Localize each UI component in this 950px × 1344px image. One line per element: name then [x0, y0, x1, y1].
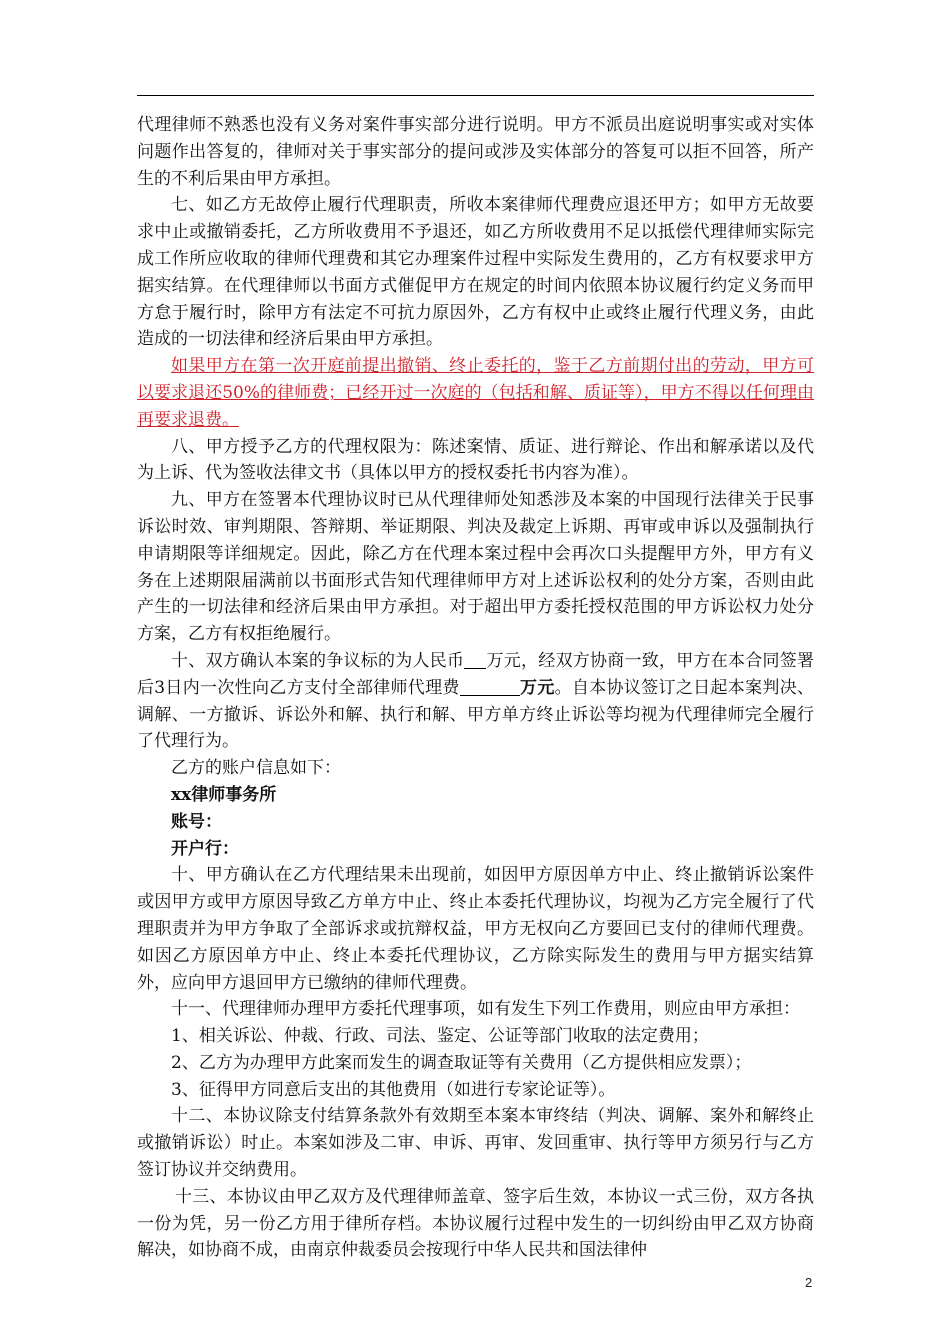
clause-8: 八、甲方授予乙方的代理权限为：陈述案情、质证、进行辩论、作出和解承诺以及代为上诉、代为签收法律文书（具体以甲方的授权委托书内容为准）。 — [137, 436, 814, 484]
fee-amount-blank[interactable] — [460, 677, 520, 696]
clause-13: 十三、本协议由甲乙双方及代理律师盖章、签字后生效，本协议一式三份，双方各执一份为凭，另一份乙方用于律所存档。本协议履行过程中发生的一切纠纷由甲乙双方协商解决，如协商不成，由南京仲裁委员会按现行中华人民共和国法律仲 — [137, 1186, 814, 1261]
account-intro: 乙方的账户信息如下： — [171, 758, 341, 779]
clause-10-text-3: 。自本协议签订之日起本案判决、调解、一方撤诉、诉讼外和解、执行和解、甲方单方终止诉讼等均视为代理律师完全履行了代理行为。 — [137, 677, 815, 752]
clause-10-fee — [137, 648, 814, 755]
clause-10-text-1: 十、双方确认本案的争议标的为人民币 — [171, 650, 465, 671]
dispute-amount-blank[interactable] — [464, 650, 486, 669]
clause-10-text-2: 万元，经双方协商一致，甲方在本合同签署后3日内一次性向乙方支付全部律师代理费 — [137, 650, 814, 698]
clause-7-refund-note: 如果甲方在第一次开庭前提出撤销、终止委托的，鉴于乙方前期付出的劳动，甲方可以要求退还50%的律师费；已经开过一次庭的（包括和解、质证等），甲方不得以任何理由再要求退费。 — [137, 356, 814, 430]
clause-10-termination: 十、甲方确认在乙方代理结果未出现前，如因甲方原因单方中止、终止撤销诉讼案件或因甲方或甲方原因导致乙方单方中止、终止本委托代理协议，均视为乙方完全履行了代理职责并为甲方争取了全部诉求或抗辩权益，甲方无权向乙方要回已支付的律师代理费。如因乙方原因单方中止、终止本委托代理协议，乙方除实际发生的费用与甲方据实结算外，应向甲方退回甲方已缴纳的律师代理费。 — [137, 865, 814, 993]
clause-11-item-2: 2、乙方为办理甲方此案而发生的调查取证等有关费用（乙方提供相应发票）； — [171, 1052, 752, 1073]
clause-7: 七、如乙方无故停止履行代理职责，所收本案律师代理费应退还甲方；如甲方无故要求中止或撤销委托，乙方所收费用不予退还，如乙方所收费用不足以抵偿代理律师实际完成工作所应收取的律师代理费和其它办理案件过程中实际发生费用的，乙方有权要求甲方据实结算。在代理律师以书面方式催促甲方在规定的时间内依照本协议履行约定义务而甲方怠于履行时，除甲方有法定不可抗力原因外，乙方有权中止或终止履行代理义务，由此造成的一切法律和经济后果由甲方承担。 — [137, 195, 814, 350]
clause-11-item-1: 1、相关诉讼、仲裁、行政、司法、鉴定、公证等部门收取的法定费用； — [171, 1026, 709, 1047]
clause-9: 九、甲方在签署本代理协议时已从代理律师处知悉涉及本案的中国现行法律关于民事诉讼时效、审判期限、答辩期、举证期限、判决及裁定上诉期、再审或申诉以及强制执行申请期限等详细规定。因此，除乙方在代理本案过程中会再次口头提醒甲方外，甲方有义务在上述期限届满前以书面形式告知代理律师甲方对上述诉讼权利的处分方案，否则由此产生的一切法律和经济后果由甲方承担。对于超出甲方委托授权范围的甲方诉讼权力处分方案，乙方有权拒绝履行。 — [137, 490, 814, 645]
account-number-label: 账号： — [171, 811, 222, 832]
fee-unit: 万元 — [519, 677, 555, 698]
bank-label: 开户行： — [171, 838, 239, 859]
page-number: 2 — [805, 1275, 813, 1290]
clause-11: 十一、代理律师办理甲方委托代理事项，如有发生下列工作费用，则应由甲方承担： — [171, 999, 800, 1020]
header-rule — [137, 95, 814, 96]
firm-name: xx律师事务所 — [171, 784, 277, 805]
clause-11-item-3: 3、征得甲方同意后支出的其他费用（如进行专家论证等）。 — [171, 1079, 616, 1100]
document-body — [137, 112, 814, 1264]
paragraph-continuation: 代理律师不熟悉也没有义务对案件事实部分进行说明。甲方不派员出庭说明事实或对实体问题作出答复的，律师对关于事实部分的提问或涉及实体部分的答复可以拒不回答，所产生的不利后果由甲方承担。 — [137, 115, 814, 189]
clause-12: 十二、本协议除支付结算条款外有效期至本案本审终结（判决、调解、案外和解终止或撤销诉讼）时止。本案如涉及二审、申诉、再审、发回重审、执行等甲方须另行与乙方签订协议并交纳费用。 — [137, 1106, 814, 1181]
